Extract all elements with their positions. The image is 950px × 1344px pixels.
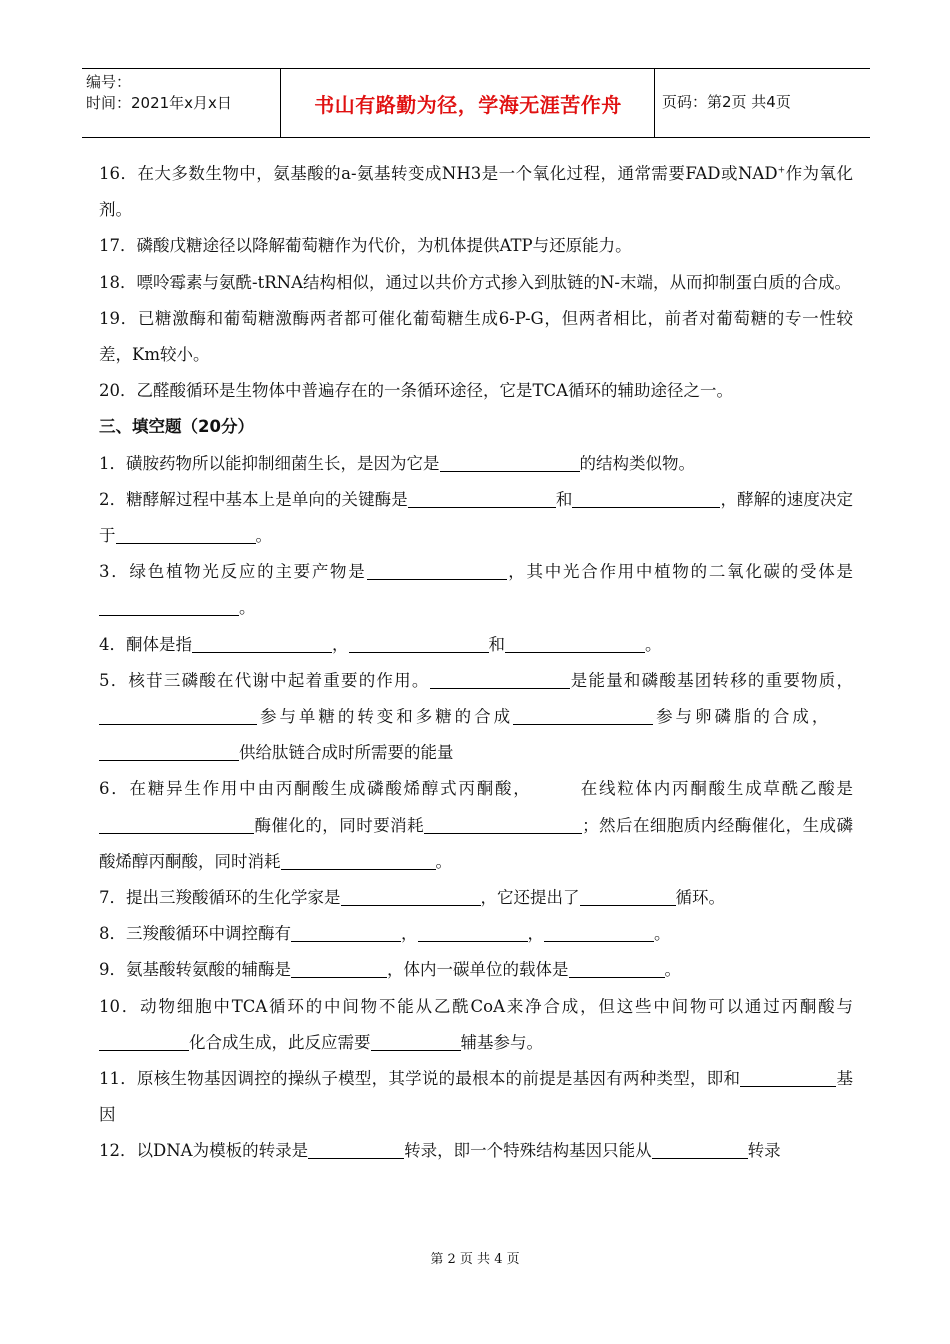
answer-blank[interactable] bbox=[408, 490, 556, 508]
fill-question-6 bbox=[99, 771, 853, 880]
document-body bbox=[99, 156, 853, 1170]
question-text: 2．糖酵解过程中基本上是单向的关键酶是 bbox=[99, 489, 408, 509]
question-text: 基因 bbox=[99, 1069, 854, 1125]
answer-blank[interactable] bbox=[371, 1033, 461, 1051]
question-text: 6．在糖异生作用中由丙酮酸生成磷酸烯醇式丙酮酸， bbox=[99, 779, 532, 799]
fill-question-4 bbox=[99, 627, 853, 663]
answer-blank[interactable] bbox=[341, 888, 481, 906]
answer-blank[interactable] bbox=[367, 562, 507, 580]
question-text: ；然后在细胞质内经酶催化，生成磷酸烯醇丙酮酸，同时消耗 bbox=[99, 815, 854, 871]
question-text: 。 bbox=[645, 634, 662, 654]
answer-blank[interactable] bbox=[544, 924, 654, 942]
question-text: 11．原核生物基因调控的操纵子模型，其学说的最根本的前提是基因有两种类型，即和 bbox=[99, 1069, 741, 1089]
question-text: ， bbox=[332, 634, 349, 654]
fill-question-3 bbox=[99, 554, 853, 626]
question-text: 12．以DNA为模板的转录是 bbox=[99, 1141, 309, 1161]
superscript: + bbox=[777, 165, 786, 176]
question-text: 3．绿色植物光反应的主要产物是 bbox=[99, 562, 367, 582]
question-text: 酶催化的，同时要消耗 bbox=[254, 815, 425, 835]
fill-question-9 bbox=[99, 952, 853, 988]
answer-blank[interactable] bbox=[99, 815, 254, 833]
question-text: 。 bbox=[664, 960, 681, 980]
serial-label: 编号： bbox=[86, 73, 132, 91]
question-text: 供给肽链合成时所需要的能量 bbox=[239, 743, 454, 763]
question-text: 1．磺胺药物所以能抑制细菌生长，是因为它是 bbox=[99, 453, 440, 473]
page-footer: 第 2 页 共 4 页 bbox=[430, 1252, 520, 1267]
answer-blank[interactable] bbox=[580, 888, 676, 906]
answer-blank[interactable] bbox=[99, 1033, 189, 1051]
header-left bbox=[86, 72, 232, 114]
header-divider bbox=[280, 69, 281, 137]
question-17 bbox=[99, 228, 853, 264]
section-title: 三、填空题（20分） bbox=[99, 417, 254, 437]
question-text: 参与单糖的转变和多糖的合成 bbox=[257, 707, 514, 727]
question-text: 参与卵磷脂的合成， bbox=[653, 707, 832, 727]
question-19 bbox=[99, 301, 853, 373]
question-text: 在线粒体内丙酮酸生成草酰乙酸是 bbox=[580, 779, 854, 799]
question-text: 8．三羧酸循环中调控酶有 bbox=[99, 924, 291, 944]
question-20 bbox=[99, 373, 853, 409]
page-header bbox=[82, 68, 870, 138]
question-text: 转录 bbox=[747, 1141, 781, 1161]
answer-blank[interactable] bbox=[569, 960, 665, 978]
answer-blank[interactable] bbox=[440, 453, 580, 471]
question-text: 辅基参与。 bbox=[460, 1032, 543, 1052]
question-number: 18． bbox=[99, 272, 137, 292]
question-text: 和 bbox=[488, 634, 505, 654]
question-text: 。 bbox=[435, 851, 452, 871]
answer-blank[interactable] bbox=[652, 1141, 748, 1159]
question-text: ，酵解的速度决定于 bbox=[99, 489, 854, 546]
answer-blank[interactable] bbox=[505, 634, 645, 652]
question-text: 循环。 bbox=[675, 888, 725, 908]
question-text: 转录，即一个特殊结构基因只能从 bbox=[404, 1141, 652, 1161]
answer-blank[interactable] bbox=[418, 924, 528, 942]
question-text: 。 bbox=[255, 526, 272, 546]
answer-blank[interactable] bbox=[291, 924, 401, 942]
fill-question-12 bbox=[99, 1133, 853, 1169]
fill-question-1 bbox=[99, 446, 853, 482]
question-text: 。 bbox=[239, 598, 256, 618]
question-text: 作为氧化剂。 bbox=[99, 164, 854, 220]
answer-blank[interactable] bbox=[430, 671, 570, 689]
question-text: ，它还提出了 bbox=[480, 888, 580, 908]
question-text: 乙醛酸循环是生物体中普遍存在的一条循环途径，它是TCA循环的辅助途径之一。 bbox=[136, 381, 734, 401]
question-text: 磷酸戊糖途径以降解葡萄糖作为代价，为机体提供ATP与还原能力。 bbox=[136, 236, 632, 256]
header-motto: 书山有路勤为径，学海无涯苦作舟 bbox=[314, 92, 622, 117]
question-text: 7．提出三羧酸循环的生化学家是 bbox=[99, 888, 341, 908]
question-text: ，体内一碳单位的载体是 bbox=[387, 960, 569, 980]
date-label: 时间：2021年x月x日 bbox=[86, 94, 232, 112]
answer-blank[interactable] bbox=[513, 707, 653, 725]
question-text: 10．动物细胞中TCA循环的中间物不能从乙酰CoA来净合成，但这些中间物可以通过丙酮酸与 bbox=[99, 996, 853, 1016]
question-text: 化合成生成，此反应需要 bbox=[189, 1032, 371, 1052]
answer-blank[interactable] bbox=[572, 490, 720, 508]
question-text: ， bbox=[401, 924, 418, 944]
answer-blank[interactable] bbox=[740, 1069, 836, 1087]
answer-blank[interactable] bbox=[99, 707, 257, 725]
fill-question-8 bbox=[99, 916, 853, 952]
fill-question-7 bbox=[99, 880, 853, 916]
question-text: 在大多数生物中，氨基酸的a-氨基转变成NH3是一个氧化过程，通常需要FAD或NAD bbox=[137, 164, 778, 183]
question-16 bbox=[99, 156, 853, 228]
question-number: 20． bbox=[99, 381, 137, 401]
question-text: 的结构类似物。 bbox=[579, 453, 695, 473]
question-number: 19． bbox=[99, 308, 138, 328]
fill-question-10 bbox=[99, 989, 853, 1061]
answer-blank[interactable] bbox=[99, 743, 239, 761]
question-text: 4．酮体是指 bbox=[99, 634, 192, 654]
fill-question-11 bbox=[99, 1061, 853, 1133]
header-divider bbox=[654, 69, 655, 137]
answer-blank[interactable] bbox=[99, 598, 239, 616]
answer-blank[interactable] bbox=[308, 1141, 404, 1159]
question-text: 和 bbox=[555, 489, 573, 509]
answer-blank[interactable] bbox=[349, 634, 489, 652]
question-text: ， bbox=[527, 924, 544, 944]
fill-question-5 bbox=[99, 663, 853, 772]
answer-blank[interactable] bbox=[116, 526, 256, 544]
question-text: 已糖激酶和葡萄糖激酶两者都可催化葡萄糖生成6-P-G，但两者相比，前者对葡萄糖的专一性较差，Km较小。 bbox=[99, 308, 854, 365]
question-text: 5．核苷三磷酸在代谢中起着重要的作用。 bbox=[99, 670, 430, 690]
question-text: ，其中光合作用中植物的二氧化碳的受体是 bbox=[506, 562, 854, 582]
question-number: 17． bbox=[99, 236, 137, 256]
question-number: 16． bbox=[99, 164, 138, 183]
question-text: 9．氨基酸转氨酸的辅酶是 bbox=[99, 960, 291, 980]
question-text: 是能量和磷酸基团转移的重要物质， bbox=[569, 670, 854, 690]
answer-blank[interactable] bbox=[192, 634, 332, 652]
fill-question-2 bbox=[99, 482, 853, 554]
answer-blank[interactable] bbox=[281, 852, 436, 870]
answer-blank[interactable] bbox=[291, 960, 387, 978]
page-info: 页码：第2页 共4页 bbox=[662, 93, 791, 111]
question-text: 。 bbox=[654, 924, 671, 944]
answer-blank[interactable] bbox=[424, 815, 582, 833]
question-18 bbox=[99, 265, 853, 301]
question-text: 嘌呤霉素与氨酰-tRNA结构相似，通过以共价方式掺入到肽链的N-末端，从而抑制蛋白质的合成。 bbox=[136, 272, 851, 292]
